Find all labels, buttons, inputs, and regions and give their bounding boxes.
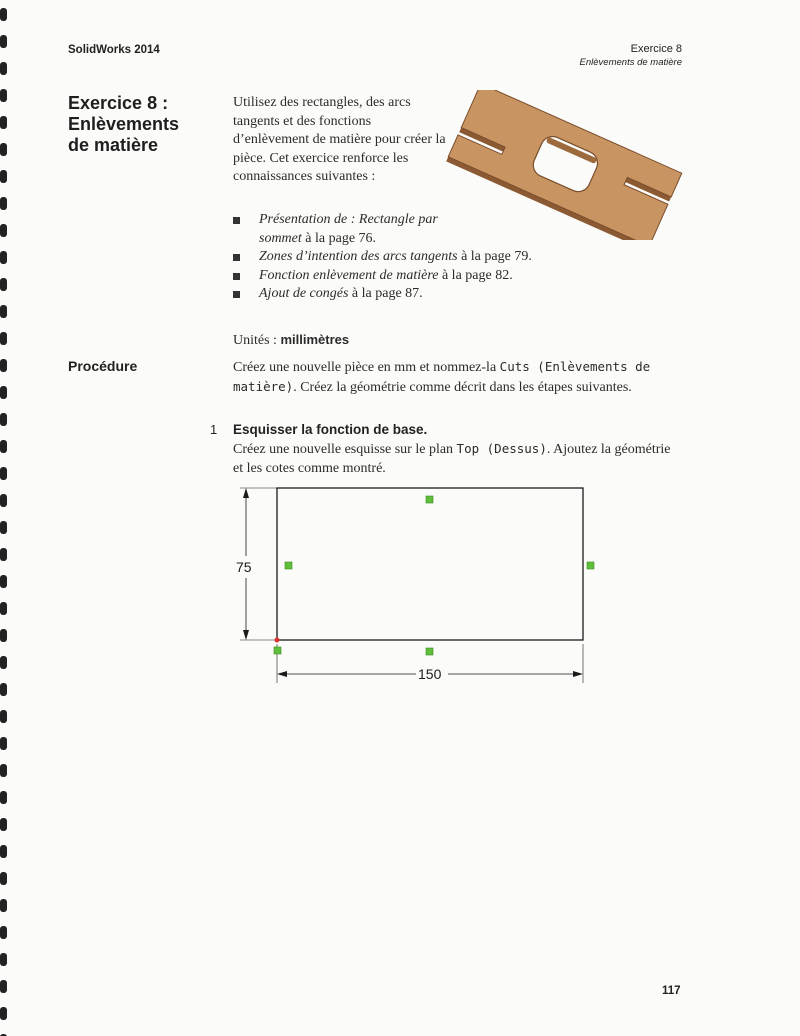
binding-hole: [0, 845, 7, 858]
binding-hole: [0, 305, 7, 318]
binding-hole: [0, 791, 7, 804]
binding-hole: [0, 926, 7, 939]
topic-page-ref: à la page 76.: [301, 230, 377, 246]
header-exercise: [580, 43, 682, 69]
binding-hole: [0, 521, 7, 534]
procedure-text-start: Créez une nouvelle pièce en mm et nommez-la: [233, 360, 500, 375]
binding-hole: [0, 629, 7, 642]
bullet-square-icon: [233, 291, 240, 298]
binding-hole: [0, 332, 7, 345]
topic-page-ref: à la page 79.: [457, 249, 532, 264]
binding-hole: [0, 818, 7, 831]
binding-hole: [0, 386, 7, 399]
exercise-title-line2: Enlèvements: [68, 114, 180, 134]
topic-page-ref: à la page 82.: [438, 267, 513, 283]
binding-hole: [0, 764, 7, 777]
topic-item: [233, 285, 673, 304]
bullet-square-icon: [233, 254, 240, 261]
binding-hole: [0, 8, 7, 21]
topic-link: Zones d’intention des arcs tangents: [259, 249, 458, 264]
binding-hole: [0, 656, 7, 669]
part-name: Cuts (Enlèvements de matière): [233, 359, 651, 394]
topic-link: Fonction enlèvement de matière: [259, 267, 439, 283]
topic-item: [233, 267, 673, 286]
binding-hole: [0, 413, 7, 426]
binding-hole: [0, 467, 7, 480]
binding-hole: [0, 62, 7, 75]
step-text-end: . Ajoutez la géométrie et les cotes comme montré.: [233, 442, 671, 476]
binding-hole: [0, 197, 7, 210]
intro-paragraph: Utilisez des rectangles, des arcs tangents et des fonctions d’enlèvement de matière pour créer la pièce. Cet exercice renforce les connaissances suivantes :: [233, 95, 446, 184]
page-number: 117: [662, 985, 681, 997]
header-book-title: SolidWorks 2014: [68, 44, 160, 56]
step-text: [233, 440, 678, 478]
binding-hole: [0, 359, 7, 372]
topics-list: [233, 211, 673, 304]
step-title: Esquisser la fonction de base.: [233, 422, 428, 437]
binding-hole: [0, 899, 7, 912]
plane-name: Top (Dessus): [456, 441, 547, 456]
binding-hole: [0, 575, 7, 588]
procedure-text: [233, 358, 678, 397]
exercise-title: [68, 93, 218, 156]
header-exercise-title: Exercice 8: [630, 43, 682, 55]
units-line: [233, 332, 349, 349]
units-label: Unités :: [233, 333, 281, 348]
relation-markers: [274, 496, 594, 655]
topic-link: Présentation de : Rectangle par sommet: [259, 212, 438, 246]
binding-hole: [0, 953, 7, 966]
exercise-title-line3: de matière: [68, 135, 159, 155]
topic-link: Ajout de congés: [259, 286, 349, 301]
exercise-title-line1: Exercice 8 :: [68, 93, 169, 113]
binding-hole: [0, 872, 7, 885]
binding-hole: [0, 440, 7, 453]
topic-page-ref: à la page 87.: [348, 286, 423, 301]
binding-hole: [0, 251, 7, 264]
binding-hole: [0, 602, 7, 615]
topic-item: [233, 248, 673, 267]
procedure-heading: Procédure: [68, 358, 138, 374]
sketch-figure: [230, 478, 600, 693]
binding-hole: [0, 89, 7, 102]
header-exercise-subtitle: Enlèvements de matière: [579, 57, 682, 68]
binding-hole: [0, 170, 7, 183]
sketch-rectangle: [277, 488, 583, 640]
binding-hole: [0, 116, 7, 129]
topic-item: [233, 211, 479, 248]
procedure-text-end: . Créez la géométrie comme décrit dans les étapes suivantes.: [293, 379, 632, 395]
binding-hole: [0, 143, 7, 156]
bullet-square-icon: [233, 273, 240, 280]
binding-hole: [0, 548, 7, 561]
binding-hole: [0, 494, 7, 507]
units-value: millimètres: [280, 332, 350, 347]
binding-hole: [0, 980, 7, 993]
dimension-75: 75: [236, 559, 252, 575]
binding-hole: [0, 710, 7, 723]
step-text-start: Créez une nouvelle esquisse sur le plan: [233, 442, 457, 457]
dimension-150: 150: [418, 666, 442, 682]
step-number: 1: [210, 422, 218, 437]
spiral-binding: [0, 0, 14, 1036]
binding-hole: [0, 1007, 7, 1020]
binding-hole: [0, 35, 7, 48]
binding-hole: [0, 278, 7, 291]
bullet-square-icon: [233, 217, 240, 224]
binding-hole: [0, 737, 7, 750]
binding-hole: [0, 224, 7, 237]
binding-hole: [0, 683, 7, 696]
